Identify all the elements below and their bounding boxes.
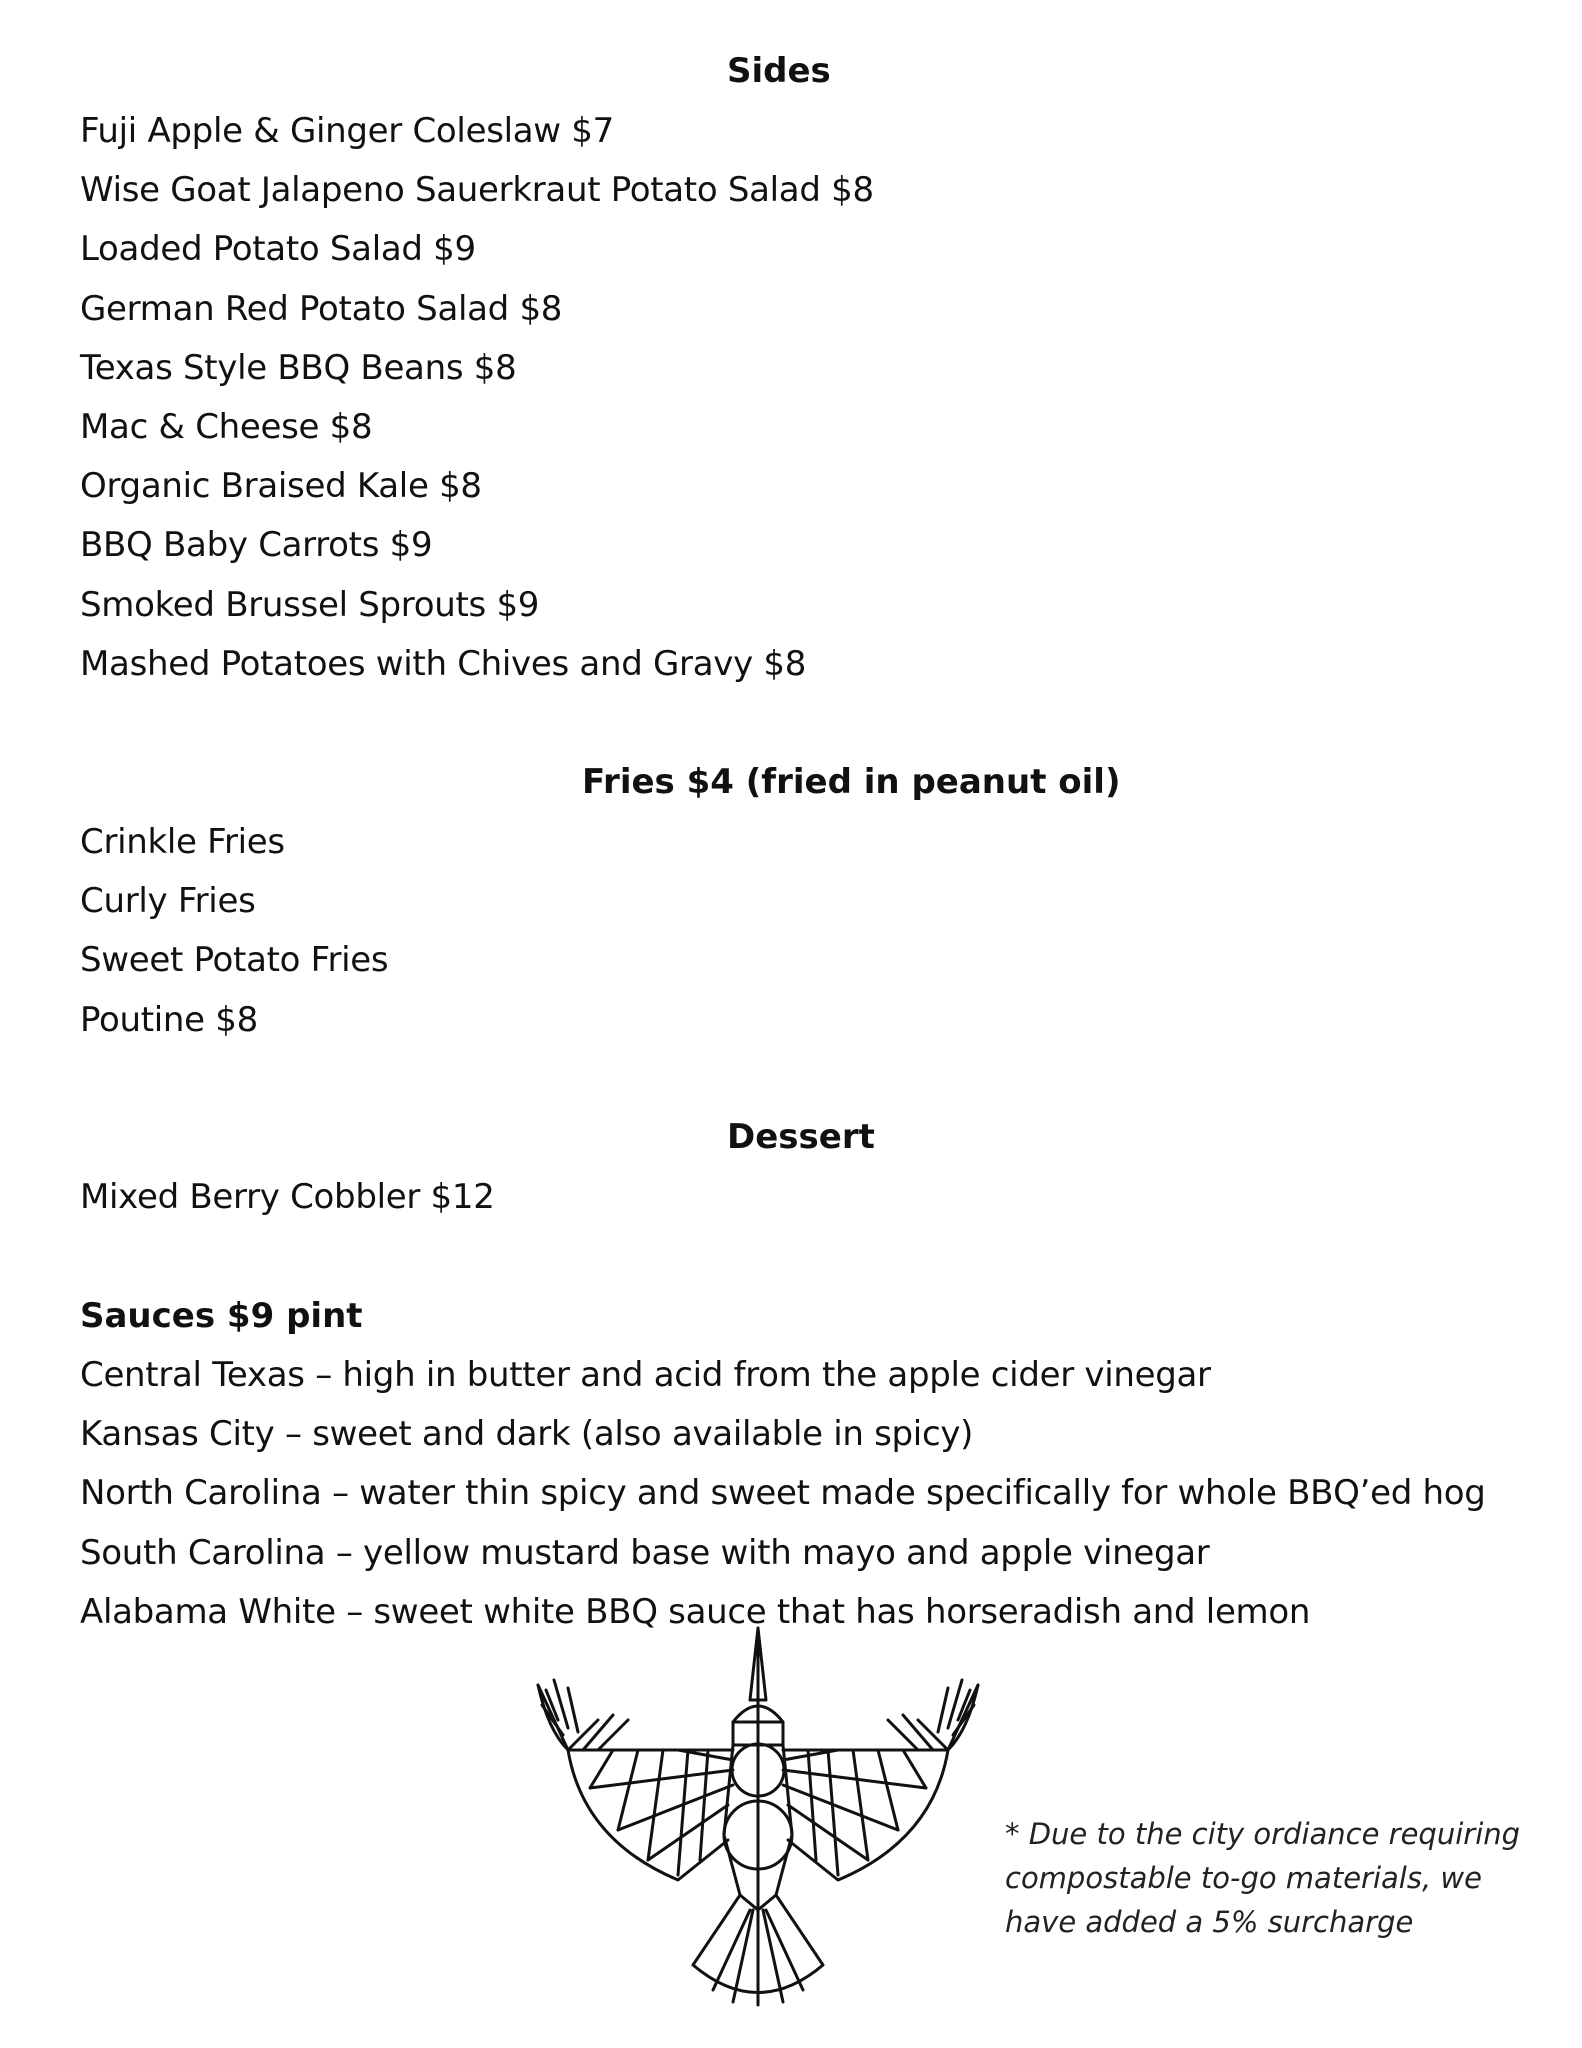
list-item: Alabama White – sweet white BBQ sauce that has horseradish and lemon xyxy=(80,1591,1311,1632)
sides-heading: Sides xyxy=(727,51,831,91)
list-item: Texas Style BBQ Beans $8 xyxy=(80,347,517,388)
list-item: Sweet Potato Fries xyxy=(80,940,389,981)
surcharge-note xyxy=(1005,1812,1525,1944)
geometric-bird-icon xyxy=(528,1610,988,2030)
dessert-list xyxy=(80,1168,495,1227)
fries-heading: Fries $4 (fried in peanut oil) xyxy=(582,762,1121,802)
list-item: Smoked Brussel Sprouts $9 xyxy=(80,584,540,625)
list-item: Loaded Potato Salad $9 xyxy=(80,229,476,270)
list-item: Mixed Berry Cobbler $12 xyxy=(80,1177,495,1217)
list-item: Central Texas – high in butter and acid from the apple cider vinegar xyxy=(80,1355,1211,1395)
list-item: German Red Potato Salad $8 xyxy=(80,288,563,329)
list-item: North Carolina – water thin spicy and sweet made specifically for whole BBQ’ed hog xyxy=(80,1473,1486,1514)
list-item: Poutine $8 xyxy=(80,999,258,1040)
note-line: compostable to-go materials, we xyxy=(1005,1861,1482,1895)
sides-list xyxy=(80,102,874,694)
note-line: * Due to the city ordiance requiring xyxy=(1005,1817,1521,1851)
list-item: Crinkle Fries xyxy=(80,822,285,862)
list-item: BBQ Baby Carrots $9 xyxy=(80,525,433,566)
list-item: Organic Braised Kale $8 xyxy=(80,466,482,507)
sauces-list xyxy=(80,1346,1486,1642)
list-item: Mashed Potatoes with Chives and Gravy $8 xyxy=(80,643,807,684)
list-item: Mac & Cheese $8 xyxy=(80,406,373,447)
list-item: South Carolina – yellow mustard base with mayo and apple vinegar xyxy=(80,1532,1210,1573)
list-item: Kansas City – sweet and dark (also available in spicy) xyxy=(80,1414,974,1455)
list-item: Fuji Apple & Ginger Coleslaw $7 xyxy=(80,111,614,151)
list-item: Wise Goat Jalapeno Sauerkraut Potato Salad $8 xyxy=(80,170,874,211)
list-item: Curly Fries xyxy=(80,881,256,922)
note-line: have added a 5% surcharge xyxy=(1005,1905,1414,1939)
sauces-heading: Sauces $9 pint xyxy=(80,1296,363,1336)
dessert-heading: Dessert xyxy=(727,1117,875,1157)
fries-list xyxy=(80,813,388,1050)
